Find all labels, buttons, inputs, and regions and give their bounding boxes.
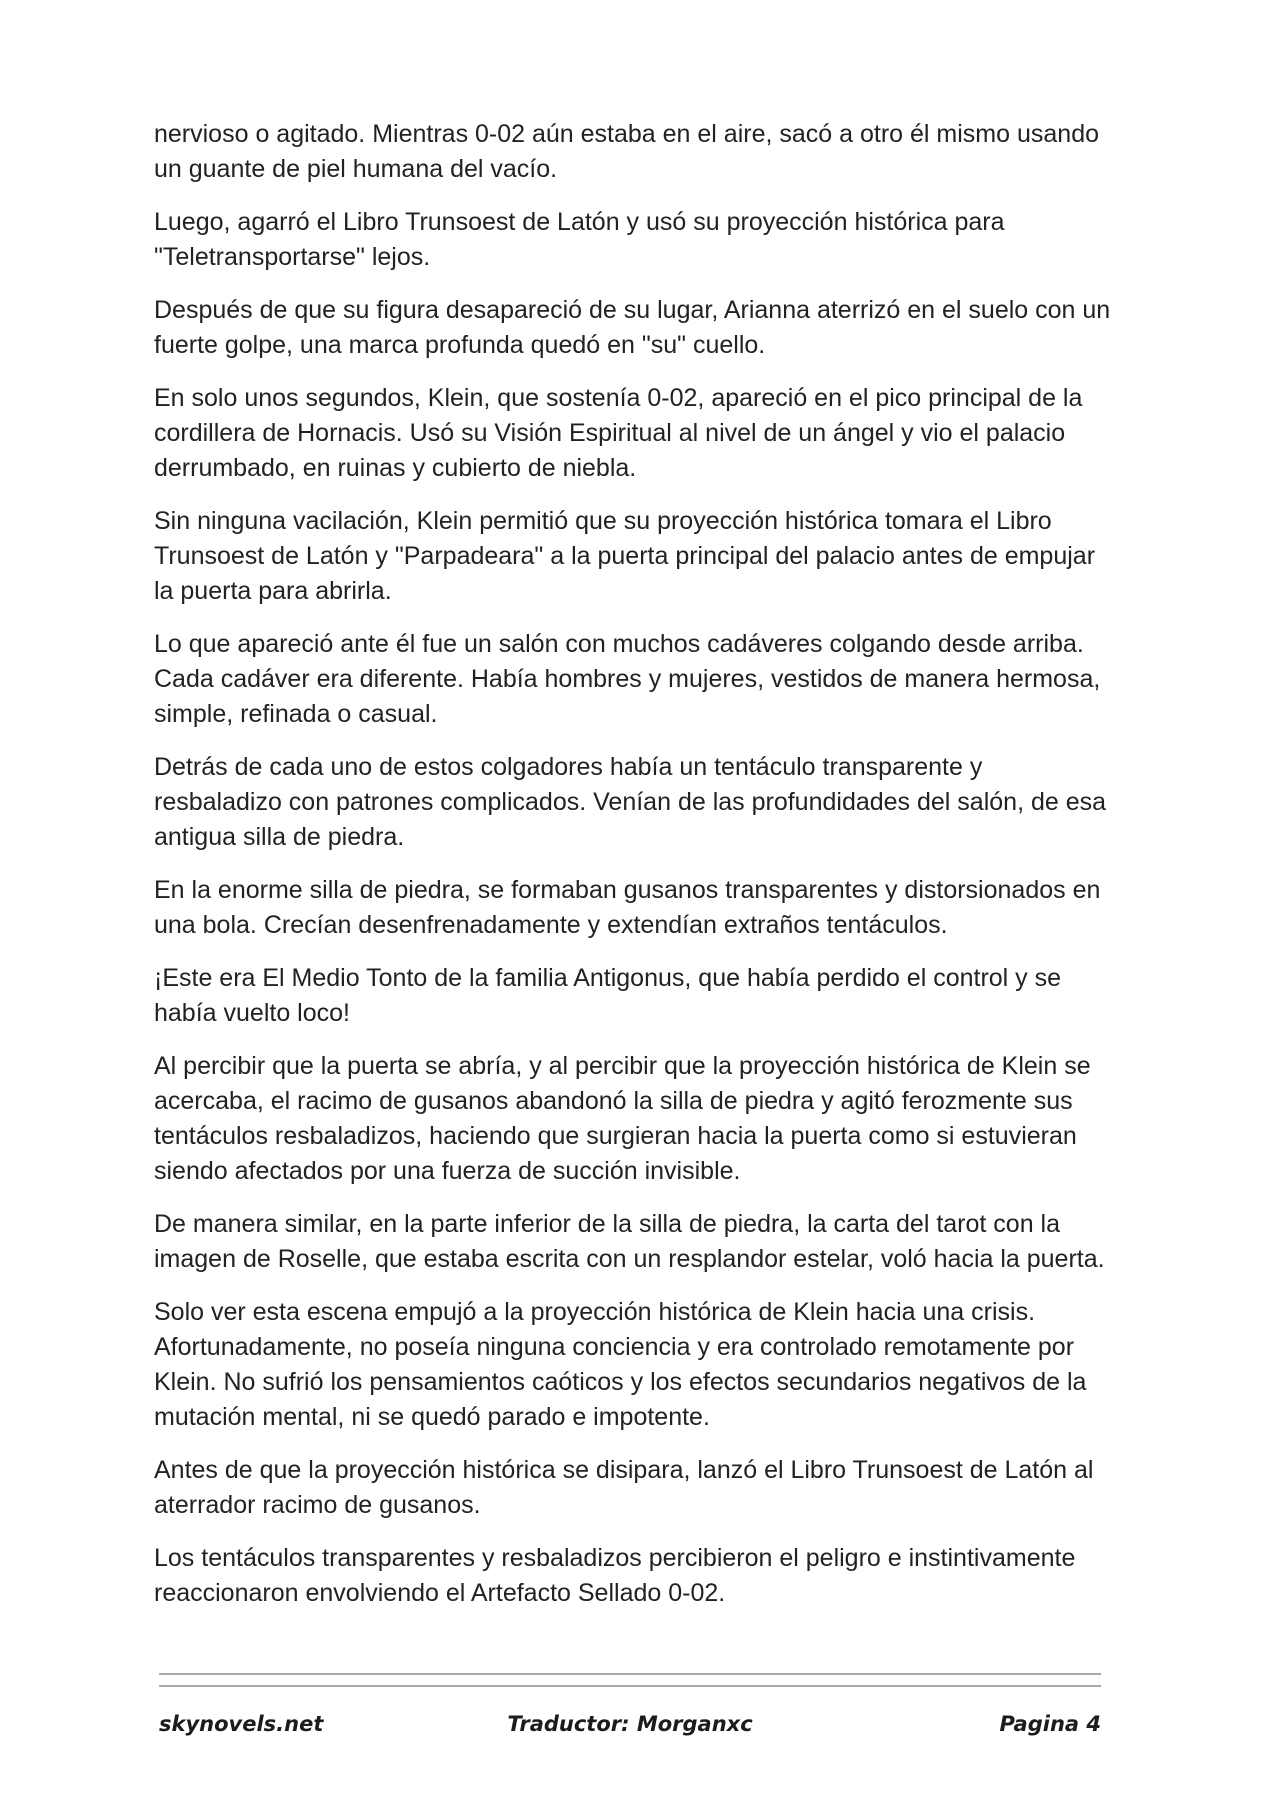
paragraph-11: De manera similar, en la parte inferior de la silla de piedra, la carta del tarot con la imagen de Roselle, que estaba escrita con un resplandor estelar, voló hacia la puerta. [154, 1210, 1105, 1273]
paragraph-2: Luego, agarró el Libro Trunsoest de Latón y usó su proyección histórica para "Teletransportarse" lejos. [154, 208, 1005, 271]
footer-divider-bottom [159, 1685, 1101, 1687]
paragraph-1: nervioso o agitado. Mientras 0-02 aún estaba en el aire, sacó a otro él mismo usando un guante de piel humana del vacío. [154, 120, 1099, 183]
paragraph-14: Los tentáculos transparentes y resbaladizos percibieron el peligro e instintivamente reaccionaron envolviendo el Artefacto Sellado 0-02. [154, 1544, 1076, 1607]
paragraph-4: En solo unos segundos, Klein, que sostenía 0-02, apareció en el pico principal de la cordillera de Hornacis. Usó su Visión Espiritual al nivel de un ángel y vio el palacio derrumbado, en ruinas y cubierto de niebla. [154, 384, 1083, 482]
paragraph-3: Después de que su figura desapareció de su lugar, Arianna aterrizó en el suelo con un fuerte golpe, una marca profunda quedó en "su" cuello. [154, 296, 1111, 359]
page-footer [159, 1712, 1101, 1746]
paragraph-6: Lo que apareció ante él fue un salón con muchos cadáveres colgando desde arriba. Cada cadáver era diferente. Había hombres y mujeres, vestidos de manera hermosa, simple, refinada o casual. [154, 630, 1101, 728]
paragraph-8: En la enorme silla de piedra, se formaban gusanos transparentes y distorsionados en una bola. Crecían desenfrenadamente y extendían extraños tentáculos. [154, 876, 1101, 939]
footer-translator-credit: Traductor: Morganxc [507, 1712, 753, 1736]
paragraph-7: Detrás de cada uno de estos colgadores había un tentáculo transparente y resbaladizo con patrones complicados. Venían de las profundidades del salón, de esa antigua silla de piedra. [154, 753, 1107, 851]
paragraph-10: Al percibir que la puerta se abría, y al percibir que la proyección histórica de Klein se acercaba, el racimo de gusanos abandonó la silla de piedra y agitó ferozmente sus tentáculos resbaladizos, haciendo que surgieran hacia la puerta como si estuvieran siendo afectados por una fuerza de succión invisible. [154, 1052, 1091, 1185]
paragraph-13: Antes de que la proyección histórica se disipara, lanzó el Libro Trunsoest de Latón al aterrador racimo de gusanos. [154, 1456, 1094, 1519]
footer-site-name: skynovels.net [159, 1712, 324, 1736]
footer-divider-top [159, 1673, 1101, 1675]
document-body [154, 117, 1114, 1629]
paragraph-5: Sin ninguna vacilación, Klein permitió que su proyección histórica tomara el Libro Trunsoest de Latón y "Parpadeara" a la puerta principal del palacio antes de empujar la puerta para abrirla. [154, 507, 1096, 605]
paragraph-9: ¡Este era El Medio Tonto de la familia Antigonus, que había perdido el control y se había vuelto loco! [154, 964, 1062, 1027]
footer-page-number: Pagina 4 [999, 1712, 1101, 1736]
paragraph-12: Solo ver esta escena empujó a la proyección histórica de Klein hacia una crisis. Afortunadamente, no poseía ninguna conciencia y era controlado remotamente por Klein. No sufrió los pensamientos caóticos y los efectos secundarios negativos de la mutación mental, ni se quedó parado e impotente. [154, 1298, 1087, 1431]
